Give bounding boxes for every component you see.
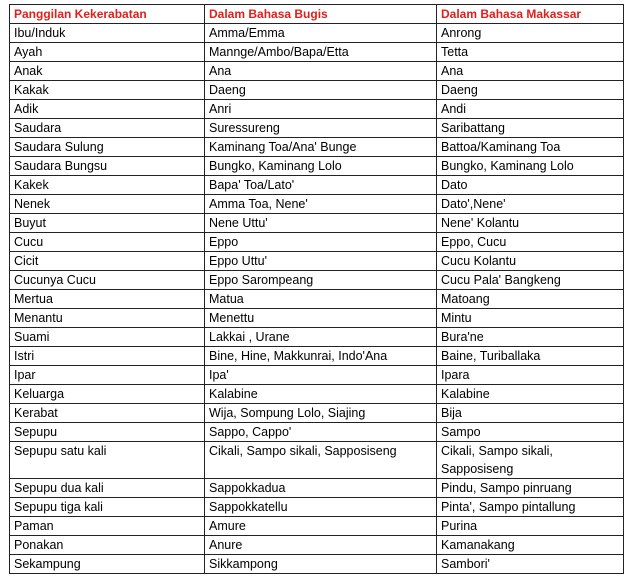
cell-bugis: Sappokkatellu [205, 498, 437, 517]
cell-makassar: Cucu Pala' Bangkeng [437, 271, 624, 290]
cell-makassar: Dato',Nene' [437, 195, 624, 214]
cell-bugis: Sappokkadua [205, 479, 437, 498]
table-row [10, 119, 624, 138]
cell-makassar: Mintu [437, 309, 624, 328]
table-row [10, 252, 624, 271]
table-row [10, 555, 624, 574]
cell-makassar: Bungko, Kaminang Lolo [437, 157, 624, 176]
cell-kinship-term: Sepupu satu kali [10, 442, 205, 479]
cell-kinship-term: Sepupu tiga kali [10, 498, 205, 517]
cell-kinship-term: Ponakan [10, 536, 205, 555]
cell-bugis: Bine, Hine, Makkunrai, Indo'Ana [205, 347, 437, 366]
cell-bugis: Menettu [205, 309, 437, 328]
header-makassar: Dalam Bahasa Makassar [437, 5, 624, 24]
cell-makassar: Anrong [437, 24, 624, 43]
cell-makassar: Nene' Kolantu [437, 214, 624, 233]
cell-bugis: Suressureng [205, 119, 437, 138]
table-row [10, 62, 624, 81]
cell-bugis: Eppo [205, 233, 437, 252]
cell-kinship-term: Mertua [10, 290, 205, 309]
cell-kinship-term: Adik [10, 100, 205, 119]
cell-makassar: Bura'ne [437, 328, 624, 347]
cell-kinship-term: Istri [10, 347, 205, 366]
table-row [10, 498, 624, 517]
table-row [10, 404, 624, 423]
table-row [10, 347, 624, 366]
cell-bugis: Ana [205, 62, 437, 81]
cell-kinship-term: Kakek [10, 176, 205, 195]
cell-kinship-term: Anak [10, 62, 205, 81]
table-row [10, 233, 624, 252]
cell-kinship-term: Ayah [10, 43, 205, 62]
cell-kinship-term: Ipar [10, 366, 205, 385]
cell-kinship-term: Keluarga [10, 385, 205, 404]
table-row [10, 385, 624, 404]
cell-kinship-term: Paman [10, 517, 205, 536]
table-row [10, 43, 624, 62]
cell-makassar: Bija [437, 404, 624, 423]
table-row [10, 24, 624, 43]
cell-bugis: Cikali, Sampo sikali, Sapposiseng [205, 442, 437, 479]
cell-bugis: Amure [205, 517, 437, 536]
cell-bugis: Bungko, Kaminang Lolo [205, 157, 437, 176]
cell-kinship-term: Kerabat [10, 404, 205, 423]
cell-kinship-term: Buyut [10, 214, 205, 233]
cell-kinship-term: Sepupu dua kali [10, 479, 205, 498]
cell-bugis: Kalabine [205, 385, 437, 404]
cell-kinship-term: Nenek [10, 195, 205, 214]
cell-kinship-term: Ibu/Induk [10, 24, 205, 43]
cell-makassar: Pinta', Sampo pintallung [437, 498, 624, 517]
cell-bugis: Kaminang Toa/Ana' Bunge [205, 138, 437, 157]
cell-makassar: Cucu Kolantu [437, 252, 624, 271]
cell-kinship-term: Menantu [10, 309, 205, 328]
cell-kinship-term: Saudara Sulung [10, 138, 205, 157]
table-row [10, 138, 624, 157]
cell-bugis: Ipa' [205, 366, 437, 385]
table-row [10, 100, 624, 119]
cell-makassar: Eppo, Cucu [437, 233, 624, 252]
header-kinship-term: Panggilan Kekerabatan [10, 5, 205, 24]
cell-bugis: Nene Uttu' [205, 214, 437, 233]
cell-makassar: Daeng [437, 81, 624, 100]
cell-bugis: Lakkai , Urane [205, 328, 437, 347]
table-row [10, 479, 624, 498]
table-row [10, 176, 624, 195]
cell-makassar: Cikali, Sampo sikali, Sapposiseng [437, 442, 624, 479]
cell-makassar: Kamanakang [437, 536, 624, 555]
cell-makassar: Sambori' [437, 555, 624, 574]
cell-kinship-term: Suami [10, 328, 205, 347]
table-row [10, 536, 624, 555]
cell-kinship-term: Kakak [10, 81, 205, 100]
table-row [10, 214, 624, 233]
cell-bugis: Amma/Emma [205, 24, 437, 43]
cell-kinship-term: Cucunya Cucu [10, 271, 205, 290]
cell-bugis: Sikkampong [205, 555, 437, 574]
cell-bugis: Anure [205, 536, 437, 555]
cell-bugis: Daeng [205, 81, 437, 100]
cell-bugis: Amma Toa, Nene' [205, 195, 437, 214]
table-row [10, 195, 624, 214]
cell-makassar: Saribattang [437, 119, 624, 138]
cell-makassar: Tetta [437, 43, 624, 62]
cell-kinship-term: Saudara [10, 119, 205, 138]
table-row [10, 423, 624, 442]
table-row [10, 366, 624, 385]
header-row [10, 5, 624, 24]
cell-kinship-term: Cicit [10, 252, 205, 271]
cell-makassar: Pindu, Sampo pinruang [437, 479, 624, 498]
table-row [10, 157, 624, 176]
cell-makassar: Purina [437, 517, 624, 536]
cell-kinship-term: Sepupu [10, 423, 205, 442]
table-row [10, 290, 624, 309]
cell-makassar: Baine, Turiballaka [437, 347, 624, 366]
cell-makassar: Kalabine [437, 385, 624, 404]
cell-bugis: Eppo Uttu' [205, 252, 437, 271]
cell-kinship-term: Cucu [10, 233, 205, 252]
table-row [10, 517, 624, 536]
cell-bugis: Sappo, Cappo' [205, 423, 437, 442]
cell-bugis: Eppo Sarompeang [205, 271, 437, 290]
cell-makassar: Matoang [437, 290, 624, 309]
cell-makassar: Ipara [437, 366, 624, 385]
cell-bugis: Mannge/Ambo/Bapa/Etta [205, 43, 437, 62]
cell-makassar: Ana [437, 62, 624, 81]
cell-kinship-term: Sekampung [10, 555, 205, 574]
header-bugis: Dalam Bahasa Bugis [205, 5, 437, 24]
cell-makassar: Andi [437, 100, 624, 119]
table-row [10, 328, 624, 347]
cell-bugis: Matua [205, 290, 437, 309]
cell-bugis: Anri [205, 100, 437, 119]
cell-makassar: Dato [437, 176, 624, 195]
cell-makassar: Battoa/Kaminang Toa [437, 138, 624, 157]
table-row [10, 309, 624, 328]
table-row [10, 81, 624, 100]
cell-bugis: Wija, Sompung Lolo, Siajing [205, 404, 437, 423]
table-row [10, 442, 624, 479]
table-row [10, 271, 624, 290]
kinship-table [9, 4, 624, 574]
cell-kinship-term: Saudara Bungsu [10, 157, 205, 176]
cell-makassar: Sampo [437, 423, 624, 442]
cell-bugis: Bapa' Toa/Lato' [205, 176, 437, 195]
